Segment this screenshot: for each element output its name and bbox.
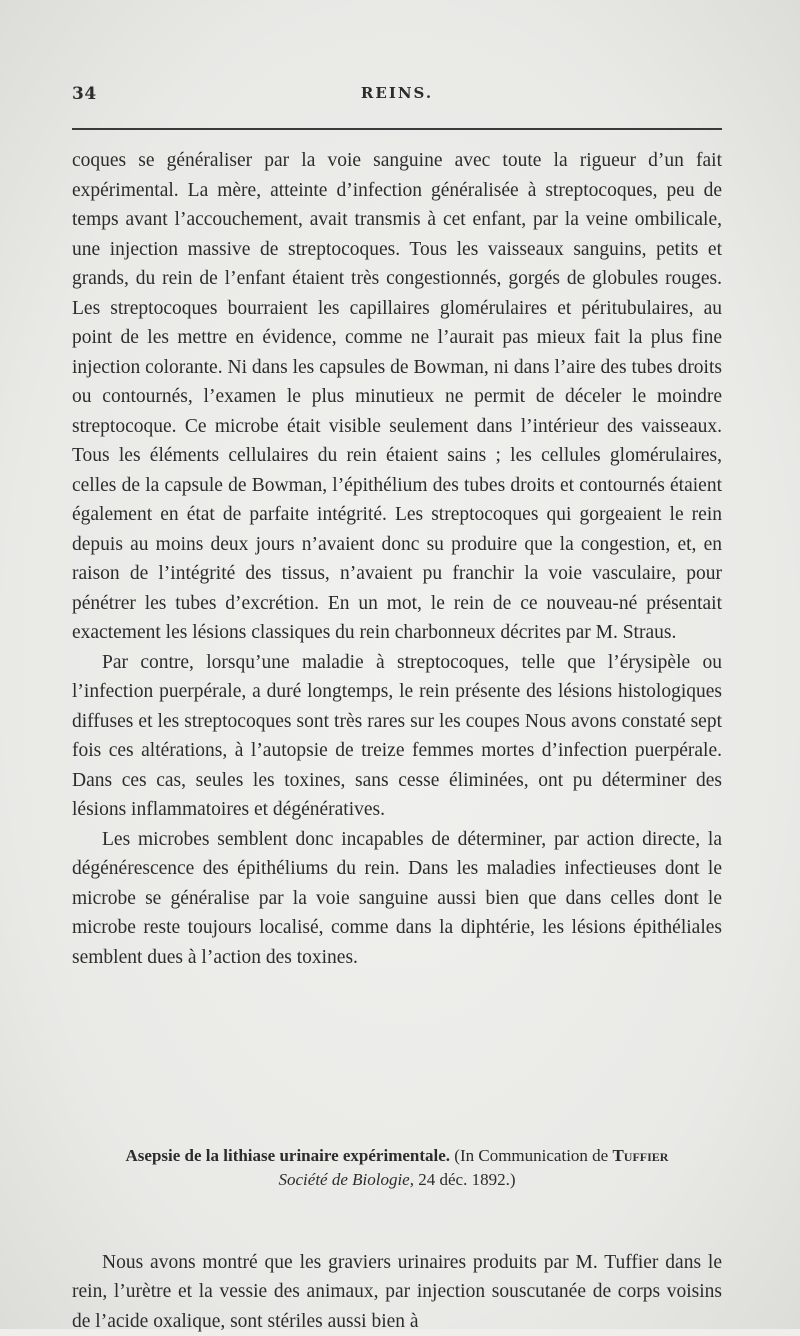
paragraph-streptocoques: Par contre, lorsqu’une maladie à streptocoques, telle que l’érysipèle ou l’infection puerpérale, a duré longtemps, le rein présente des lésions histologiques diffuses et les streptocoques sont très rares sur les coupes Nous avons constaté sept fois ces altérations, à l’autopsie de treize femmes mortes d’infection puerpérale. Dans ces cas, seules les toxines, sans cesse éliminées, ont pu déterminer des lésions inflammatoires et dégénératives. — [72, 648, 722, 825]
running-title: REINS. — [72, 84, 722, 102]
paragraph-tuffier: Nous avons montré que les graviers urinaires produits par M. Tuffier dans le rein, l’urètre et la vessie des animaux, par injection souscutanée de corps voisins de l’acide oxalique, sont stériles aussi bien à — [72, 1248, 722, 1336]
section-heading — [72, 1144, 722, 1192]
citation-date: 24 déc. 1892.) — [418, 1170, 515, 1189]
citation-author: Tuffier — [612, 1146, 668, 1165]
section-title: Asepsie de la lithiase urinaire expérimentale. — [126, 1146, 451, 1165]
paragraph-continued: coques se généraliser par la voie sanguine avec toute la rigueur d’un fait expérimental. La mère, atteinte d’infection généralisée à streptocoques, peu de temps avant l’accouchement, avait transmis à cet enfant, par la veine ombilicale, une injection massive de streptocoques. Tous les vaisseaux sanguins, petits et grands, du rein de l’enfant étaient très congestionnés, gorgés de globules rouges. Les streptocoques bourraient les capillaires glomérulaires et péritubulaires, au point de les mettre en évidence, comme ne l’aurait pas mieux fait la plus fine injection colorante. Ni dans les capsules de Bowman, ni dans l’aire des tubes droits ou contournés, l’examen le plus minutieux ne permit de déceler le moindre streptocoque. Ce microbe était visible seulement dans l’intérieur des vaisseaux. Tous les éléments cellulaires du rein étaient sains ; les cellules glomérulaires, celles de la capsule de Bowman, l’épithélium des tubes droits et contournés étaient également en état de parfaite intégrité. Les streptocoques qui gorgeaient le rein depuis au moins deux jours n’avaient donc su produire que la congestion, et, en raison de l’intégrité des tissus, n’avaient pu franchir la voie vasculaire, pour pénétrer les tubes d’excrétion. En un mot, le rein de ce nouveau-né présentait exactement les lésions classiques du rein charbonneux décrites par M. Straus. — [72, 146, 722, 648]
page-number: 34 — [72, 84, 97, 104]
citation-prefix: (In Communication de — [454, 1146, 608, 1165]
paragraph-microbes: Les microbes semblent donc incapables de déterminer, par action directe, la dégénérescence des épithéliums du rein. Dans les maladies infectieuses dont le microbe se généralise par la voie sanguine aussi bien que dans celles dont le microbe reste toujours localisé, comme dans la diphtérie, les lésions épithéliales semblent dues à l’action des toxines. — [72, 825, 722, 973]
page-header — [72, 84, 722, 108]
citation-journal: Société de Biologie, — [279, 1170, 414, 1189]
header-rule — [72, 128, 722, 130]
body-text — [72, 146, 722, 972]
